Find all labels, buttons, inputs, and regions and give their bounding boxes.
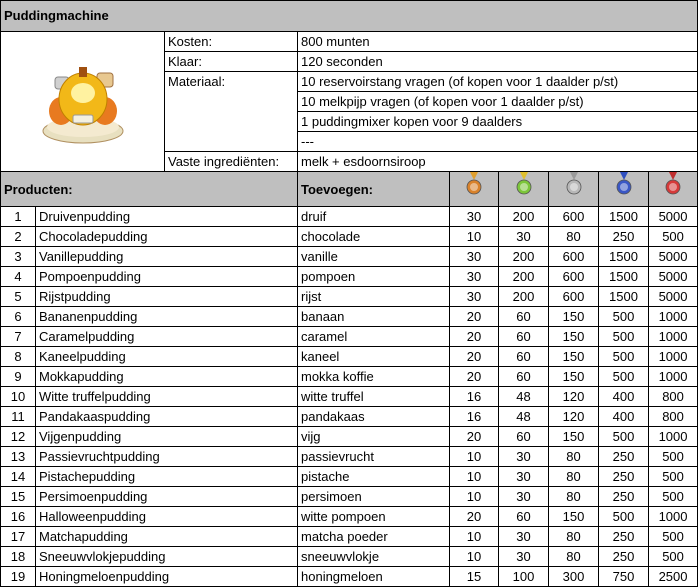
- medal-value: 500: [599, 307, 649, 327]
- table-row: [1, 287, 698, 307]
- medal-value: 30: [450, 267, 499, 287]
- medal-value: 500: [649, 227, 698, 247]
- medal-value: 60: [499, 367, 549, 387]
- medal-value: 80: [549, 527, 599, 547]
- product-name: Matchapudding: [36, 527, 298, 547]
- medal-value: 30: [499, 527, 549, 547]
- product-name: Persimoenpudding: [36, 487, 298, 507]
- medal-value: 500: [649, 527, 698, 547]
- medal-value: 200: [499, 267, 549, 287]
- medal-value: 20: [450, 507, 499, 527]
- product-name: Mokkapudding: [36, 367, 298, 387]
- green-medal-icon: [516, 172, 532, 206]
- ingredient-name: persimoen: [298, 487, 450, 507]
- toevoegen-header: Toevoegen:: [298, 172, 450, 207]
- medal-value: 30: [499, 227, 549, 247]
- medal-value: 250: [599, 527, 649, 547]
- row-number: 8: [1, 347, 36, 367]
- table-row: [1, 427, 698, 447]
- medal-value: 1000: [649, 327, 698, 347]
- ingredient-name: pompoen: [298, 267, 450, 287]
- ingredient-name: pandakaas: [298, 407, 450, 427]
- table-row: [1, 207, 698, 227]
- medal-value: 10: [450, 227, 499, 247]
- table-row: [1, 327, 698, 347]
- medal-value: 500: [599, 507, 649, 527]
- medal-value: 250: [599, 447, 649, 467]
- product-name: Rijstpudding: [36, 287, 298, 307]
- medal-value: 250: [599, 227, 649, 247]
- medal-value: 500: [599, 367, 649, 387]
- medal-value: 60: [499, 427, 549, 447]
- silver-medal-icon: [566, 172, 582, 206]
- product-name: Passievruchtpudding: [36, 447, 298, 467]
- medal-value: 20: [450, 307, 499, 327]
- klaar-value: 120 seconden: [298, 52, 698, 72]
- medal-value: 400: [599, 407, 649, 427]
- materiaal-item: 10 reservoirstang vragen (of kopen voor 1 daalder p/st): [298, 72, 698, 92]
- table-row: [1, 227, 698, 247]
- table-row: [1, 467, 698, 487]
- table-row: [1, 547, 698, 567]
- klaar-label: Klaar:: [165, 52, 298, 72]
- medal-value: 80: [549, 547, 599, 567]
- medal-value: 250: [599, 467, 649, 487]
- medal-cell: [450, 172, 499, 207]
- medal-value: 300: [549, 567, 599, 587]
- medal-value: 30: [499, 487, 549, 507]
- medal-value: 5000: [649, 267, 698, 287]
- medal-value: 750: [599, 567, 649, 587]
- medal-value: 80: [549, 467, 599, 487]
- medal-value: 5000: [649, 207, 698, 227]
- medal-value: 250: [599, 547, 649, 567]
- kosten-label: Kosten:: [165, 32, 298, 52]
- medal-value: 400: [599, 387, 649, 407]
- product-name: Vanillepudding: [36, 247, 298, 267]
- product-name: Pistachepudding: [36, 467, 298, 487]
- medal-value: 60: [499, 507, 549, 527]
- ingredient-name: witte pompoen: [298, 507, 450, 527]
- ingredient-name: druif: [298, 207, 450, 227]
- ingredient-name: honingmeloen: [298, 567, 450, 587]
- ingredient-name: kaneel: [298, 347, 450, 367]
- ingredient-name: vijg: [298, 427, 450, 447]
- table-row: [1, 347, 698, 367]
- medal-value: 600: [549, 207, 599, 227]
- row-number: 9: [1, 367, 36, 387]
- materiaal-item: 10 melkpijp vragen (of kopen voor 1 daalder p/st): [298, 92, 698, 112]
- product-name: Honingmeloenpudding: [36, 567, 298, 587]
- product-name: Pompoenpudding: [36, 267, 298, 287]
- materiaal-label: Materiaal:: [165, 72, 298, 152]
- medal-value: 1500: [599, 247, 649, 267]
- medal-cell: [599, 172, 649, 207]
- ingredienten-label: Vaste ingrediënten:: [165, 152, 298, 172]
- medal-value: 80: [549, 447, 599, 467]
- row-number: 4: [1, 267, 36, 287]
- medal-value: 20: [450, 367, 499, 387]
- medal-value: 500: [649, 547, 698, 567]
- table-row: [1, 527, 698, 547]
- product-name: Vijgenpudding: [36, 427, 298, 447]
- medal-value: 1500: [599, 207, 649, 227]
- medal-value: 800: [649, 407, 698, 427]
- medal-value: 20: [450, 327, 499, 347]
- medal-value: 200: [499, 207, 549, 227]
- medal-value: 30: [499, 467, 549, 487]
- product-name: Halloweenpudding: [36, 507, 298, 527]
- medal-value: 30: [499, 447, 549, 467]
- medal-value: 48: [499, 407, 549, 427]
- medal-value: 150: [549, 347, 599, 367]
- medal-value: 1000: [649, 507, 698, 527]
- product-name: Pandakaaspudding: [36, 407, 298, 427]
- materiaal-item: ---: [298, 132, 698, 152]
- ingredient-name: mokka koffie: [298, 367, 450, 387]
- table-row: [1, 447, 698, 467]
- medal-value: 250: [599, 487, 649, 507]
- medal-value: 15: [450, 567, 499, 587]
- medal-value: 16: [450, 407, 499, 427]
- row-number: 2: [1, 227, 36, 247]
- row-number: 18: [1, 547, 36, 567]
- table-row: [1, 387, 698, 407]
- ingredient-name: caramel: [298, 327, 450, 347]
- ingredient-name: witte truffel: [298, 387, 450, 407]
- medal-cell: [499, 172, 549, 207]
- row-number: 5: [1, 287, 36, 307]
- table-row: [1, 247, 698, 267]
- medal-value: 200: [499, 287, 549, 307]
- medal-value: 5000: [649, 247, 698, 267]
- medal-value: 150: [549, 307, 599, 327]
- medal-value: 60: [499, 307, 549, 327]
- row-number: 12: [1, 427, 36, 447]
- medal-value: 600: [549, 267, 599, 287]
- ingredient-name: vanille: [298, 247, 450, 267]
- medal-value: 150: [549, 427, 599, 447]
- row-number: 13: [1, 447, 36, 467]
- medal-value: 500: [649, 467, 698, 487]
- medal-value: 20: [450, 347, 499, 367]
- medal-value: 80: [549, 227, 599, 247]
- medal-value: 48: [499, 387, 549, 407]
- product-name: Chocoladepudding: [36, 227, 298, 247]
- medal-value: 150: [549, 507, 599, 527]
- ingredient-name: rijst: [298, 287, 450, 307]
- table-row: [1, 307, 698, 327]
- row-number: 3: [1, 247, 36, 267]
- medal-value: 10: [450, 447, 499, 467]
- table-row: [1, 367, 698, 387]
- row-number: 10: [1, 387, 36, 407]
- product-name: Caramelpudding: [36, 327, 298, 347]
- medal-value: 150: [549, 327, 599, 347]
- medal-value: 500: [599, 347, 649, 367]
- medal-value: 30: [499, 547, 549, 567]
- medal-value: 150: [549, 367, 599, 387]
- medal-value: 2500: [649, 567, 698, 587]
- table-row: [1, 487, 698, 507]
- row-number: 11: [1, 407, 36, 427]
- kosten-value: 800 munten: [298, 32, 698, 52]
- materiaal-item: 1 puddingmixer kopen voor 9 daalders: [298, 112, 698, 132]
- producten-header: Producten:: [1, 172, 298, 207]
- medal-value: 500: [649, 487, 698, 507]
- table-row: [1, 407, 698, 427]
- table-row: [1, 507, 698, 527]
- medal-value: 10: [450, 467, 499, 487]
- medal-cell: [549, 172, 599, 207]
- page-title: Puddingmachine: [1, 1, 698, 32]
- row-number: 6: [1, 307, 36, 327]
- table-row: [1, 267, 698, 287]
- bronze-medal-icon: [466, 172, 482, 206]
- medal-value: 500: [599, 327, 649, 347]
- medal-value: 30: [450, 247, 499, 267]
- medal-value: 120: [549, 407, 599, 427]
- row-number: 15: [1, 487, 36, 507]
- row-number: 1: [1, 207, 36, 227]
- row-number: 14: [1, 467, 36, 487]
- medal-value: 600: [549, 247, 599, 267]
- product-name: Druivenpudding: [36, 207, 298, 227]
- pudding-machine-icon: [33, 49, 133, 149]
- blue-medal-icon: [616, 172, 632, 206]
- ingredient-name: matcha poeder: [298, 527, 450, 547]
- product-name: Kaneelpudding: [36, 347, 298, 367]
- row-number: 7: [1, 327, 36, 347]
- medal-value: 60: [499, 347, 549, 367]
- medal-value: 60: [499, 327, 549, 347]
- red-medal-icon: [665, 172, 681, 206]
- machine-image: [1, 32, 165, 172]
- ingredient-name: passievrucht: [298, 447, 450, 467]
- medal-value: 80: [549, 487, 599, 507]
- row-number: 16: [1, 507, 36, 527]
- product-name: Sneeuwvlokjepudding: [36, 547, 298, 567]
- ingredienten-value: melk + esdoornsiroop: [298, 152, 698, 172]
- medal-cell: [649, 172, 698, 207]
- ingredient-name: sneeuwvlokje: [298, 547, 450, 567]
- medal-value: 10: [450, 547, 499, 567]
- medal-value: 1000: [649, 347, 698, 367]
- medal-value: 120: [549, 387, 599, 407]
- ingredient-name: pistache: [298, 467, 450, 487]
- medal-value: 500: [599, 427, 649, 447]
- medal-value: 30: [450, 207, 499, 227]
- medal-value: 800: [649, 387, 698, 407]
- medal-value: 5000: [649, 287, 698, 307]
- medal-value: 1000: [649, 427, 698, 447]
- medal-value: 1500: [599, 267, 649, 287]
- ingredient-name: banaan: [298, 307, 450, 327]
- product-name: Bananenpudding: [36, 307, 298, 327]
- medal-value: 100: [499, 567, 549, 587]
- medal-value: 1000: [649, 367, 698, 387]
- medal-value: 20: [450, 427, 499, 447]
- medal-value: 10: [450, 527, 499, 547]
- ingredient-name: chocolade: [298, 227, 450, 247]
- row-number: 17: [1, 527, 36, 547]
- medal-value: 600: [549, 287, 599, 307]
- row-number: 19: [1, 567, 36, 587]
- medal-value: 16: [450, 387, 499, 407]
- medal-value: 1000: [649, 307, 698, 327]
- medal-value: 500: [649, 447, 698, 467]
- product-name: Witte truffelpudding: [36, 387, 298, 407]
- medal-value: 200: [499, 247, 549, 267]
- medal-value: 10: [450, 487, 499, 507]
- medal-value: 30: [450, 287, 499, 307]
- medal-value: 1500: [599, 287, 649, 307]
